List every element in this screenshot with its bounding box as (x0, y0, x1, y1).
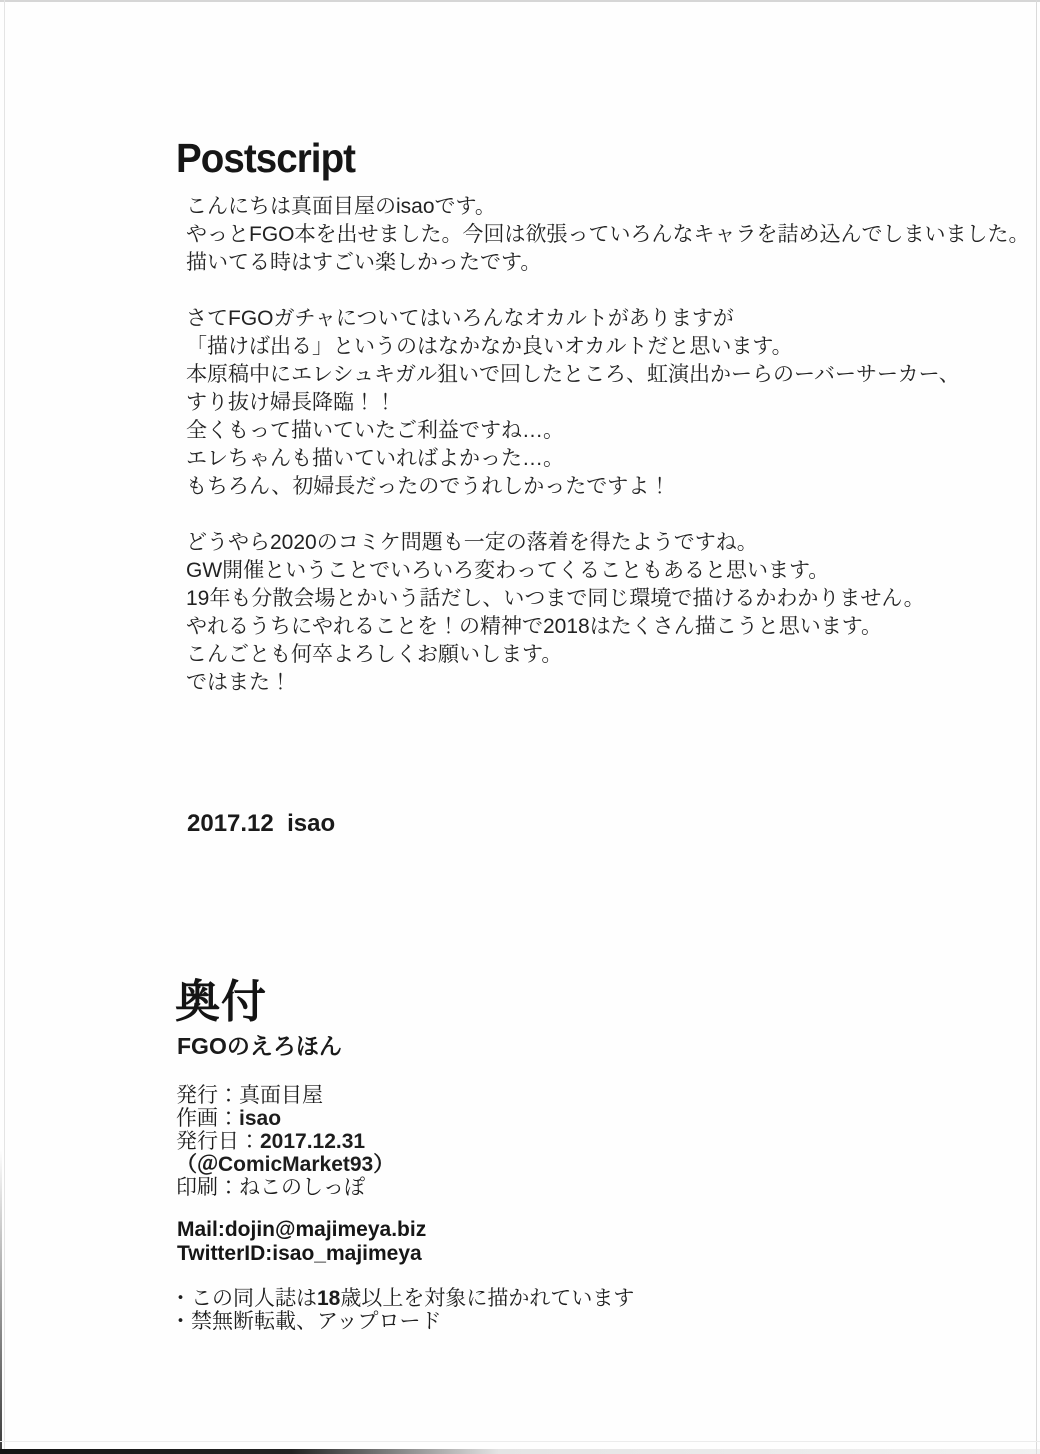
postscript-line: やっとFGO本を出せました。今回は欲張っていろんなキャラを詰め込んでしまいました。 (186, 223, 1030, 246)
scan-edge-left-dark (0, 1150, 2, 1454)
publish-date-label: 発行日： (176, 1130, 260, 1153)
contact-info (177, 1218, 426, 1266)
notices (170, 1287, 634, 1333)
publisher-row (176, 1084, 394, 1107)
postscript-line: GW開催ということでいろいろ変わってくることもあると思います。 (186, 559, 830, 582)
postscript-line: こんごとも何卒よろしくお願いします。 (186, 643, 563, 666)
age-notice-post: 歳以上を対象に描かれています (340, 1287, 635, 1310)
postscript-line: やれるうちにやれることを！の精神で2018はたくさん描こうと思います。 (186, 615, 883, 638)
publish-date-row (176, 1130, 394, 1153)
colophon-title: 奥付 (175, 976, 268, 1027)
postscript-line: 全くもって描いていたご利益ですね…。 (186, 419, 564, 442)
scan-edge-bottom-faint (0, 1441, 1040, 1442)
event-row (176, 1153, 394, 1176)
postscript-line: こんにちは真面目屋のisaoです。 (186, 195, 496, 218)
postscript-line: 「描けば出る」というのはなかなか良いオカルトだと思います。 (186, 335, 793, 358)
postscript-body (186, 193, 1030, 697)
mail-address: Mail:dojin@majimeya.biz (177, 1218, 427, 1241)
no-reproduction-notice: ・禁無断転載、アップロード (170, 1310, 442, 1333)
publisher-label: 発行： (176, 1084, 239, 1107)
signoff-date-author: 2017.12 isao (187, 810, 336, 837)
scan-edge-left (4, 0, 5, 1454)
postscript-paragraph (186, 305, 1016, 501)
twitter-id: TwitterID:isao_majimeya (177, 1242, 422, 1265)
printer-row (176, 1176, 394, 1199)
postscript-line: 19年も分散会場とかいう話だし、いつまで同じ環境で描けるかわかりません。 (186, 587, 925, 610)
artist-row (176, 1107, 394, 1130)
postscript-line: 描いてる時はすごい楽しかったです。 (186, 251, 542, 274)
book-title: FGOのえろほん (177, 1033, 342, 1059)
postscript-line: 本原稿中にエレシュキガル狙いで回したところ、虹演出かーらのーバーサーカー、 (186, 363, 960, 386)
postscript-line: ではまた！ (186, 671, 291, 694)
postscript-paragraph (186, 529, 1016, 697)
printer-value: ねこのしっぽ (239, 1176, 365, 1199)
scan-edge-right (1036, 0, 1037, 1454)
postscript-line: さてFGOガチャについてはいろんなオカルトがありますが (186, 307, 734, 330)
postscript-paragraph (186, 193, 1030, 277)
postscript-line: どうやら2020のコミケ問題も一定の落着を得たようですね。 (186, 531, 758, 554)
scan-edge-bottom-bar (0, 1449, 1040, 1454)
printer-label: 印刷： (176, 1176, 239, 1199)
age-notice-number: 18 (317, 1287, 341, 1310)
artist-label: 作画： (176, 1107, 239, 1130)
event-value: （＠ComicMarket93） (176, 1153, 395, 1176)
age-notice-pre: ・この同人誌は (170, 1287, 317, 1310)
publisher-value: 真面目屋 (239, 1084, 323, 1107)
postscript-line: もちろん、初婦長だったのでうれしかったですよ！ (186, 475, 671, 498)
age-restriction-notice (170, 1287, 634, 1310)
scan-edge-top (0, 0, 1040, 2)
publication-info (176, 1084, 394, 1199)
postscript-line: エレちゃんも描いていればよかった…。 (186, 447, 564, 470)
artist-value: isao (239, 1107, 282, 1130)
postscript-line: すり抜け婦長降臨！！ (186, 391, 396, 414)
postscript-title: Postscript (176, 135, 356, 181)
publish-date-value: 2017.12.31 (260, 1130, 366, 1153)
